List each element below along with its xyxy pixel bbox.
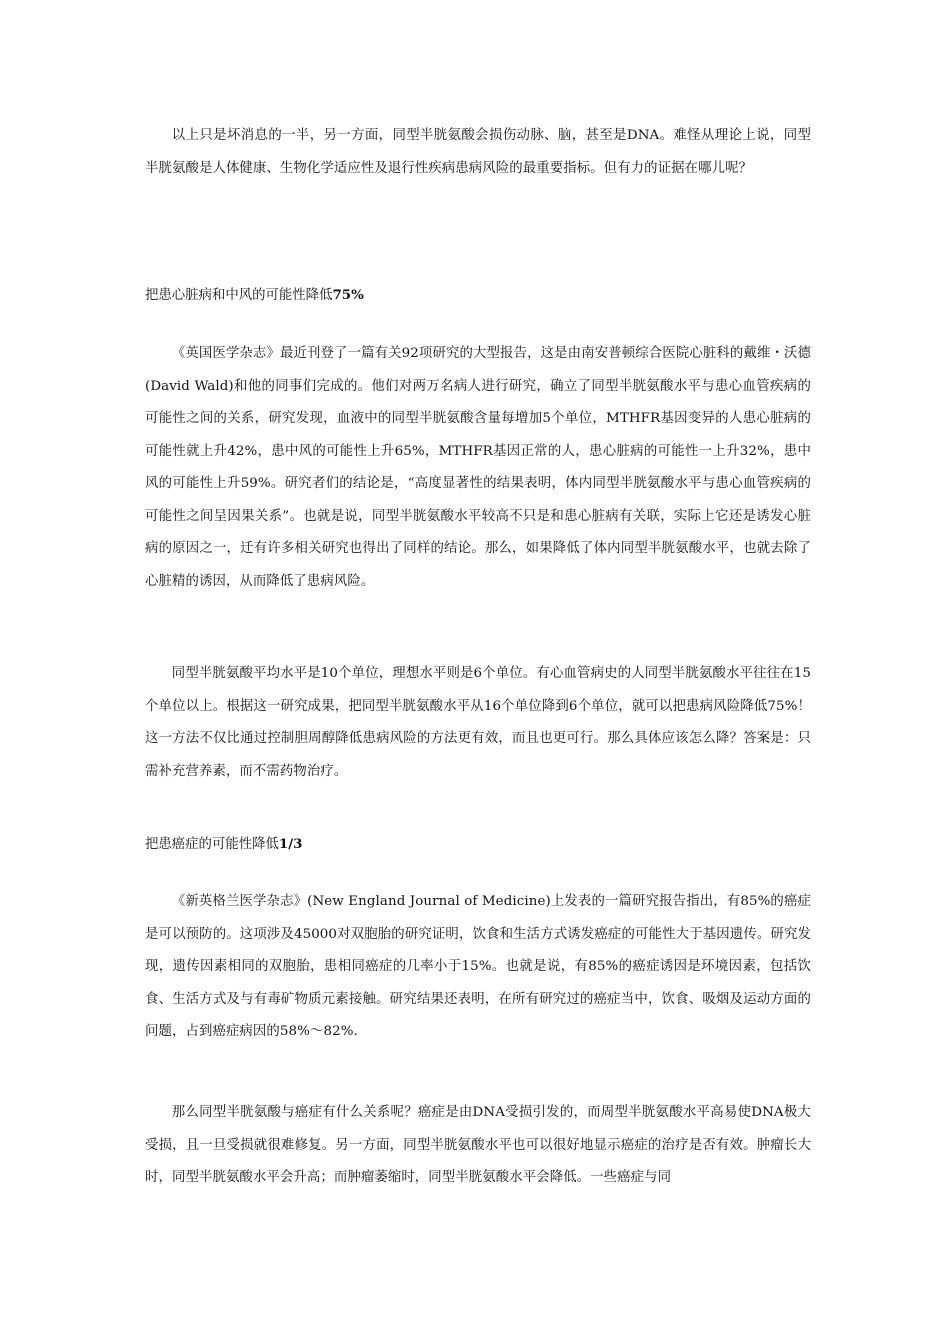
paragraph-homocysteine-levels: 同型半胱氨酸平均水平是10个单位，理想水平则是6个单位。有心血管病史的人同型半胱氨酸水平往往在15个单位以上。根据这一研究成果，把同型半胱氨酸水平从16个单位降到6个单位，就可以把患病风险降低75%！这一方法不仅比通过控制胆周醇降低患病风险的方法更有效，而且也更可行。那么具体应该怎么降？答案是：只需补充营养素，而不需药物治疗。 (145, 666, 811, 779)
section-heading-heart-value: 75% (332, 287, 364, 303)
section-heading-cancer-text: 把患癌症的可能性降低 (145, 837, 279, 852)
paragraph-intro: 以上只是坏消息的一半，另一方面，同型半胱氨酸会损伤动脉、脑，甚至是DNA。难怪从理论上说，同型半胱氨酸是人体健康、生物化学适应性及退行性疾病患病风险的最重要指标。但有力的证据在哪儿呢？ (145, 128, 811, 176)
paragraph-nejm-study: 《新英格兰医学杂志》(New England Journal of Medicine)上发表的一篇研究报告指出，有85%的癌症是可以预防的。这项涉及45000对双胞胎的研究证明，饮食和生活方式诱发癌症的可能性大于基因遗传。研究发现，遗传因素相同的双胞胎，患相同癌症的几率小于15%。也就是说，有85%的癌症诱因是环境因素，包括饮食、生活方式及与有毒矿物质元素接触。研究结果还表明，在所有研究过的癌症当中，饮食、吸烟及运动方面的问题，占到癌症病因的58%～82%. (145, 894, 811, 1039)
paragraph-cancer-relation: 那么同型半胱氨酸与癌症有什么关系呢？癌症是由DNA受损引发的，而周型半胱氨酸水平高易使DNA极大受损，且一旦受损就很难修复。另一方面，同型半胱氨酸水平也可以很好地显示癌症的治疗是否有效。肿瘤长大时，同型半胱氨酸水平会升高；而肿瘤萎缩时，同型半胱氨酸水平会降低。一些癌症与同 (145, 1105, 811, 1185)
section-heading-heart-text: 把患心脏病和中风的可能性降低 (145, 288, 333, 303)
section-heading-cancer-value: 1/3 (278, 836, 303, 852)
section-heading-heart (145, 283, 364, 308)
paragraph-bmj-study: 《英国医学杂志》最近刊登了一篇有关92项研究的大型报告，这是由南安普顿综合医院心脏科的戴维・沃德(David Wald)和他的同事们完成的。他们对两万名病人进行研究，确立了同型半胱氨酸水平与患心血管疾病的可能性之间的关系，研究发现，血液中的同型半胱氨酸含量每增加5个单位，MTHFR基因变异的人患心脏病的可能性就上升42%，患中风的可能性上升65%，MTHFR基因正常的人，患心脏病的可能性一上升32%，患中风的可能性上升59%。研究者们的结论是，“高度显著性的结果表明，体内同型半胱氨酸水平与患心血管疾病的可能性之间呈因果关系”。也就是说，同型半胱氨酸水平较高不只是和患心脏病有关联，实际上它还是诱发心脏病的原因之一，迁有许多相关研究也得出了同样的结论。那么，如果降低了体内同型半胱氨酸水平，也就去除了心脏精的诱因，从而降低了患病风险。 (145, 346, 811, 589)
section-heading-cancer (145, 832, 302, 857)
